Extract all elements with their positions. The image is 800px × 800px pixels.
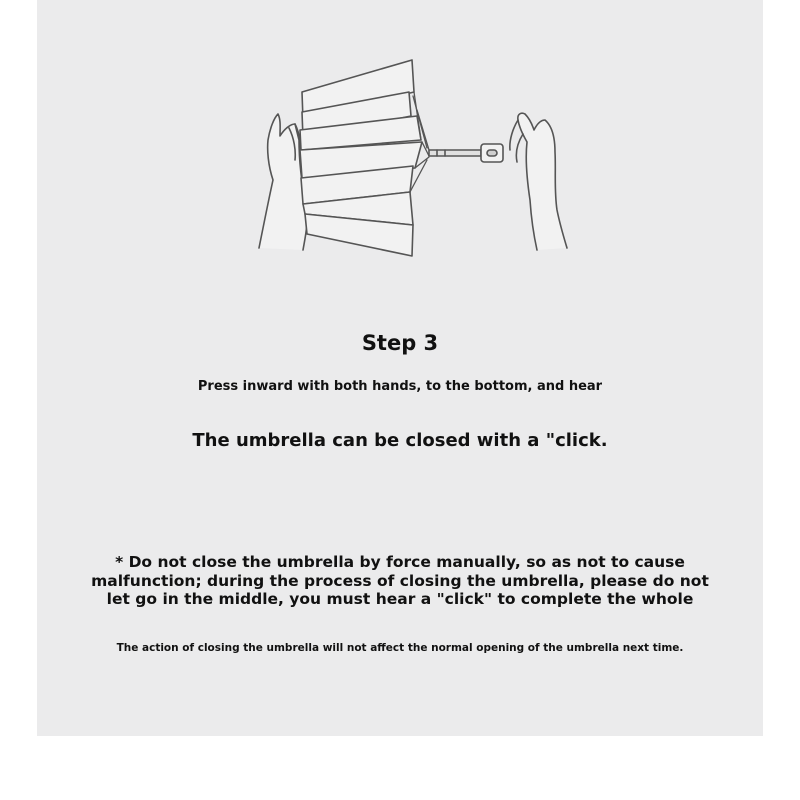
handle-button-slot xyxy=(487,150,497,156)
umbrella-shaft-icon xyxy=(429,150,481,156)
step-instruction: Press inward with both hands, to the bottom, and hear xyxy=(197,379,603,394)
step-title: Step 3 xyxy=(361,331,439,355)
right-hand-icon xyxy=(518,113,567,250)
warning-line: let go in the middle, you must hear a "click" to complete the whole xyxy=(106,590,694,608)
warning-note xyxy=(37,553,763,609)
instruction-panel xyxy=(37,0,763,736)
closing-umbrella-illustration xyxy=(37,0,763,280)
warning-line: malfunction; during the process of closing the umbrella, please do not xyxy=(91,571,709,590)
warning-line: * Do not close the umbrella by force manually, so as not to cause xyxy=(115,553,685,571)
step-result: The umbrella can be closed with a "click. xyxy=(192,430,608,451)
footnote: The action of closing the umbrella will not affect the normal opening of the umbrella next time. xyxy=(116,642,684,654)
folded-umbrella-icon xyxy=(300,60,422,256)
